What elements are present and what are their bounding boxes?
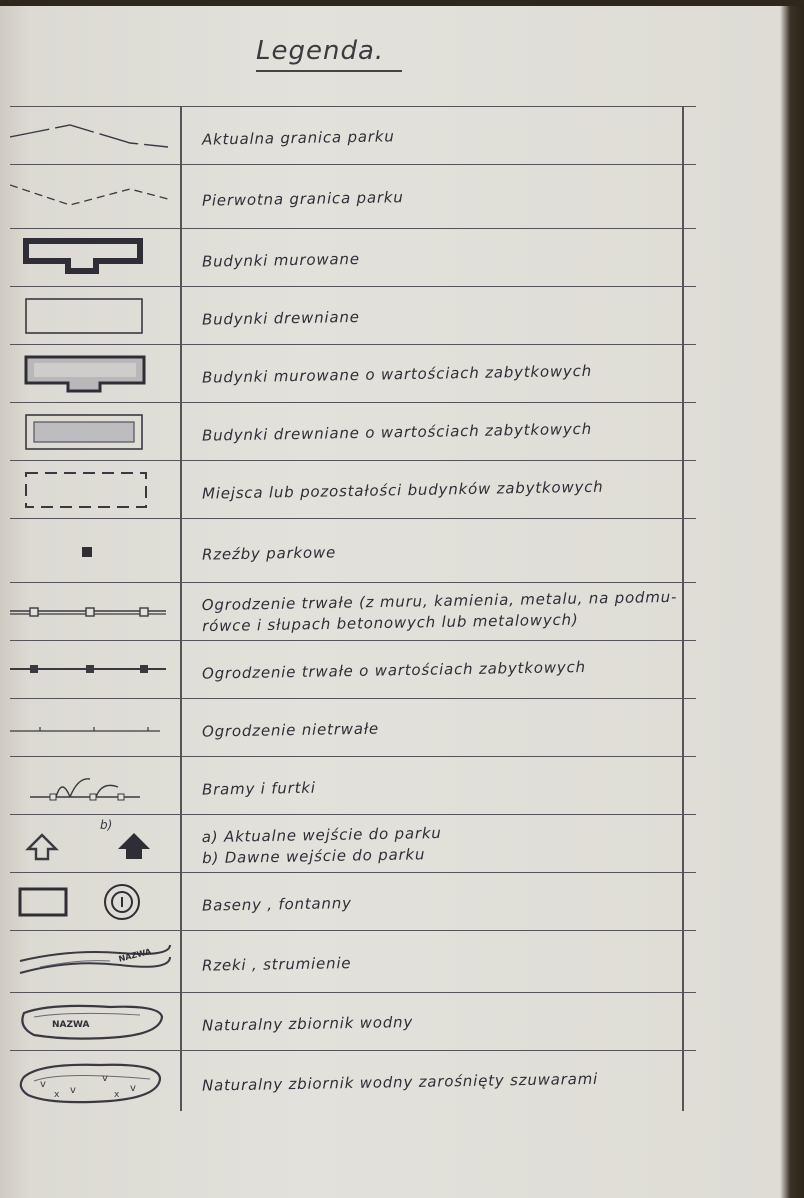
top-edge <box>0 0 804 6</box>
legend-label-line2: b) Dawne wejście do parku <box>202 845 426 868</box>
legend-row <box>10 164 696 229</box>
legend-row <box>10 640 696 699</box>
svg-text:x: x <box>114 1090 120 1100</box>
legend-label: Ogrodzenie trwałe o wartościach zabytkowych <box>201 657 587 683</box>
page-title: Legenda. <box>256 36 385 66</box>
legend-label: Baseny , fontanny <box>201 894 352 915</box>
sculpture-icon <box>10 519 180 583</box>
masonry-building-icon <box>10 229 180 287</box>
b-marker: b) <box>100 818 113 832</box>
legend-row <box>10 228 696 287</box>
temporary-fence-icon <box>10 699 180 757</box>
legend-row <box>10 698 696 757</box>
legend-label: Aktualna granica parku <box>201 127 395 149</box>
svg-text:v: v <box>102 1073 108 1084</box>
legend-row <box>10 930 696 993</box>
legend-row <box>10 106 696 165</box>
legend-label: Budynki murowane o wartościach zabytkowych <box>201 361 593 387</box>
legend-label-line1: Ogrodzenie trwałe (z muru, kamienia, metalu, na podmu- <box>201 587 678 615</box>
legend-row <box>10 402 696 461</box>
legend-label: Budynki drewniane o wartościach zabytkowych <box>201 419 593 445</box>
legend-row <box>10 872 696 931</box>
legend-label <box>202 819 679 869</box>
legend-label: Rzeźby parkowe <box>201 543 337 564</box>
legend-row <box>10 286 696 345</box>
historic-masonry-building-icon <box>10 345 180 403</box>
permanent-fence-icon <box>10 583 180 641</box>
gates-icon <box>10 757 180 815</box>
legend-label: Ogrodzenie nietrwałe <box>201 719 380 741</box>
historic-fence-icon <box>10 641 180 699</box>
legend-label-line1: a) Aktualne wejście do parku <box>201 823 442 847</box>
legend-row <box>10 460 696 519</box>
legend-row <box>10 1050 696 1112</box>
svg-text:v: v <box>130 1083 136 1094</box>
building-remains-icon <box>10 461 180 519</box>
solid-dashed-boundary-icon <box>10 107 180 165</box>
legend-row <box>10 756 696 815</box>
legend-label: Rzeki , strumienie <box>201 954 352 975</box>
legend-row <box>10 992 696 1051</box>
legend-row <box>10 518 696 583</box>
legend-row <box>10 344 696 403</box>
legend-label: Bramy i furtki <box>201 778 316 799</box>
legend-label: Naturalny zbiornik wodny <box>201 1012 414 1035</box>
legend-label: Budynki drewniane <box>201 307 360 329</box>
column-divider <box>180 106 182 1111</box>
legend-table <box>10 106 696 1111</box>
legend-label-line2: rówce i słupach betonowych lub metalowych) <box>202 610 579 636</box>
pond-icon <box>10 993 180 1051</box>
svg-text:v: v <box>70 1085 76 1096</box>
legend-row <box>10 814 696 873</box>
right-border <box>682 106 684 1111</box>
legend-label: Budynki murowane <box>201 249 360 271</box>
svg-text:x: x <box>54 1090 60 1100</box>
river-icon <box>10 931 180 993</box>
title-underline <box>256 70 402 72</box>
historic-wooden-building-icon <box>10 403 180 461</box>
fine-dashed-boundary-icon <box>10 165 180 229</box>
reed-pond-icon <box>10 1051 180 1112</box>
svg-text:v: v <box>40 1079 46 1090</box>
pool-fountain-icon <box>10 873 180 931</box>
legend-label: Naturalny zbiornik wodny zarośnięty szuwarami <box>201 1069 599 1095</box>
river-name-tag: NAZWA <box>117 946 153 964</box>
legend-row <box>10 582 696 641</box>
legend-label <box>202 587 679 637</box>
legend-label: Pierwotna granica parku <box>201 188 404 210</box>
pond-name-tag: NAZWA <box>52 1020 90 1030</box>
entrance-arrows-icon <box>10 815 180 873</box>
wooden-building-icon <box>10 287 180 345</box>
legend-label: Miejsca lub pozostałości budynków zabytkowych <box>201 477 604 503</box>
